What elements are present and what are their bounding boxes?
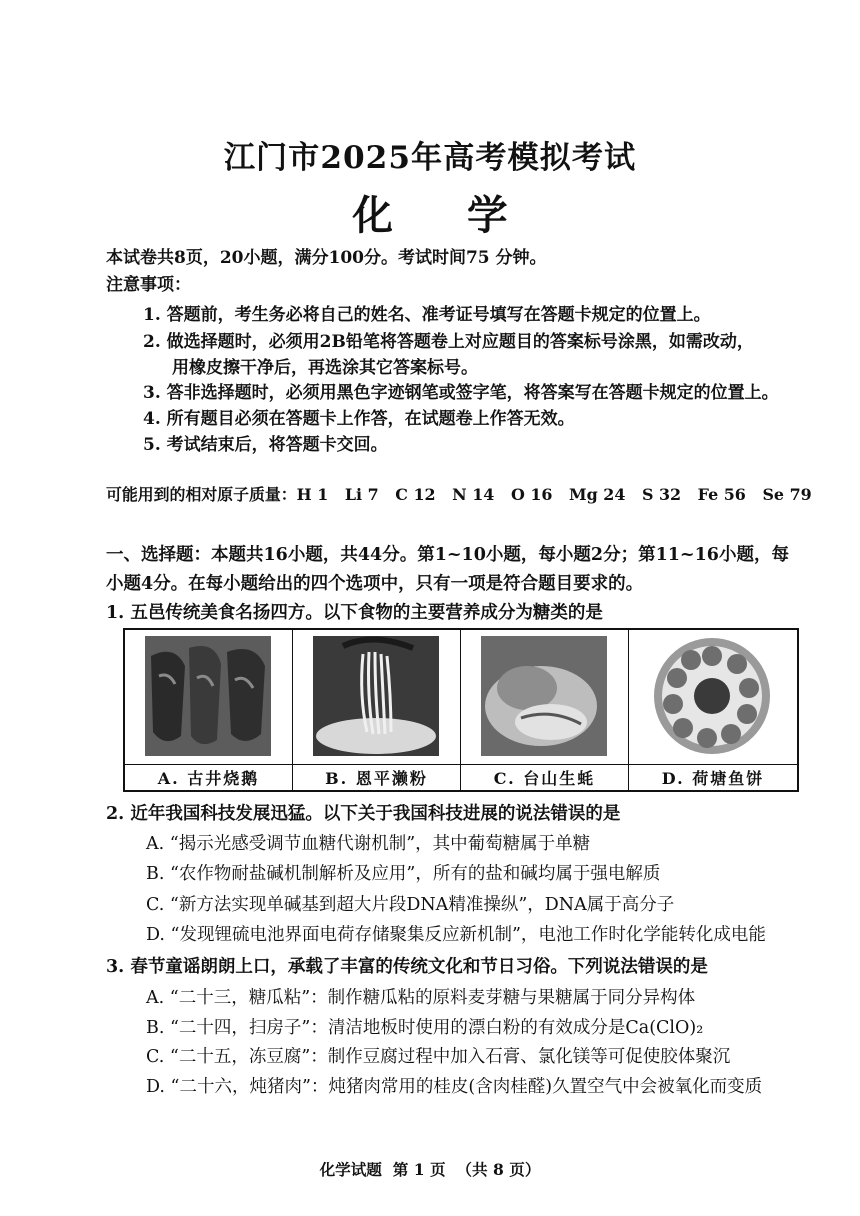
- q2-option-d: D. “发现锂硫电池界面电荷存储聚集反应新机制”，电池工作时化学能转化成电能: [146, 925, 766, 945]
- section-instructions: 一、选择题：本题共16小题，共44分。第1~10小题，每小题2分；第11~16小题，每: [106, 545, 789, 565]
- fish-cake-image: [649, 636, 775, 756]
- option-c-caption: C. 台山生蚝: [461, 764, 629, 790]
- page-footer: 化学试题 第 1 页 （共 8 页）: [319, 1160, 541, 1179]
- subject-heading: 化 学: [352, 191, 538, 239]
- q1-image-table: [123, 628, 799, 792]
- exam-title: 江门市2025年高考模拟考试: [223, 140, 637, 176]
- q3-option-c: C. “二十五，冻豆腐”：制作豆腐过程中加入石膏、氯化镁等可促使胶体聚沉: [146, 1047, 731, 1067]
- roast-goose-image: [145, 636, 271, 756]
- q3-option-a: A. “二十三，糖瓜粘”：制作糖瓜粘的原料麦芽糖与果糖属于同分异构体: [146, 988, 696, 1008]
- oyster-photo: [461, 630, 629, 764]
- section-instructions: 小题4分。在每小题给出的四个选项中，只有一项是符合题目要求的。: [106, 574, 644, 594]
- q3-option-b: B. “二十四，扫房子”：清洁地板时使用的漂白粉的有效成分是Ca(ClO)₂: [146, 1018, 704, 1038]
- exam-intro: 本试卷共8页，20小题，满分100分。考试时间75 分钟。: [106, 248, 547, 268]
- notice-item: 用橡皮擦干净后，再选涂其它答案标号。: [172, 358, 478, 378]
- q2-option-a: A. “揭示光感受调节血糖代谢机制”，其中葡萄糖属于单糖: [146, 834, 591, 854]
- option-b-caption: B. 恩平濑粉: [293, 764, 461, 790]
- noodles-image: [313, 636, 439, 756]
- oyster-image: [481, 636, 607, 756]
- notice-item: 4. 所有题目必须在答题卡上作答，在试题卷上作答无效。: [143, 409, 575, 429]
- fish-cake-photo: [629, 630, 797, 764]
- notice-item: 1. 答题前，考生务必将自己的姓名、准考证号填写在答题卡规定的位置上。: [143, 305, 711, 325]
- atomic-masses: 可能用到的相对原子质量：H 1 Li 7 C 12 N 14 O 16 Mg 24 S 32 Fe 56 Se 79: [106, 485, 812, 504]
- notice-item: 5. 考试结束后，将答题卡交回。: [143, 435, 388, 455]
- noodles-photo: [293, 630, 461, 764]
- question-2-stem: 2. 近年我国科技发展迅猛。以下关于我国科技进展的说法错误的是: [106, 804, 621, 824]
- q2-option-b: B. “农作物耐盐碱机制解析及应用”，所有的盐和碱均属于强电解质: [146, 864, 661, 884]
- notice-heading: 注意事项：: [106, 275, 191, 295]
- notice-item: 2. 做选择题时，必须用2B铅笔将答题卷上对应题目的答案标号涂黑，如需改动，: [143, 332, 754, 352]
- q3-option-d: D. “二十六，炖猪肉”：炖猪肉常用的桂皮(含肉桂醛)久置空气中会被氧化而变质: [146, 1077, 763, 1097]
- roast-goose-photo: [125, 630, 293, 764]
- notice-item: 3. 答非选择题时，必须用黑色字迹钢笔或签字笔，将答案写在答题卡规定的位置上。: [143, 383, 779, 403]
- option-a-caption: A. 古井烧鹅: [125, 764, 293, 790]
- q2-option-c: C. “新方法实现单碱基到超大片段DNA精准操纵”，DNA属于高分子: [146, 895, 675, 915]
- option-d-caption: D. 荷塘鱼饼: [629, 764, 797, 790]
- question-3-stem: 3. 春节童谣朗朗上口，承载了丰富的传统文化和节日习俗。下列说法错误的是: [106, 957, 708, 977]
- question-1-stem: 1. 五邑传统美食名扬四方。以下食物的主要营养成分为糖类的是: [106, 603, 603, 623]
